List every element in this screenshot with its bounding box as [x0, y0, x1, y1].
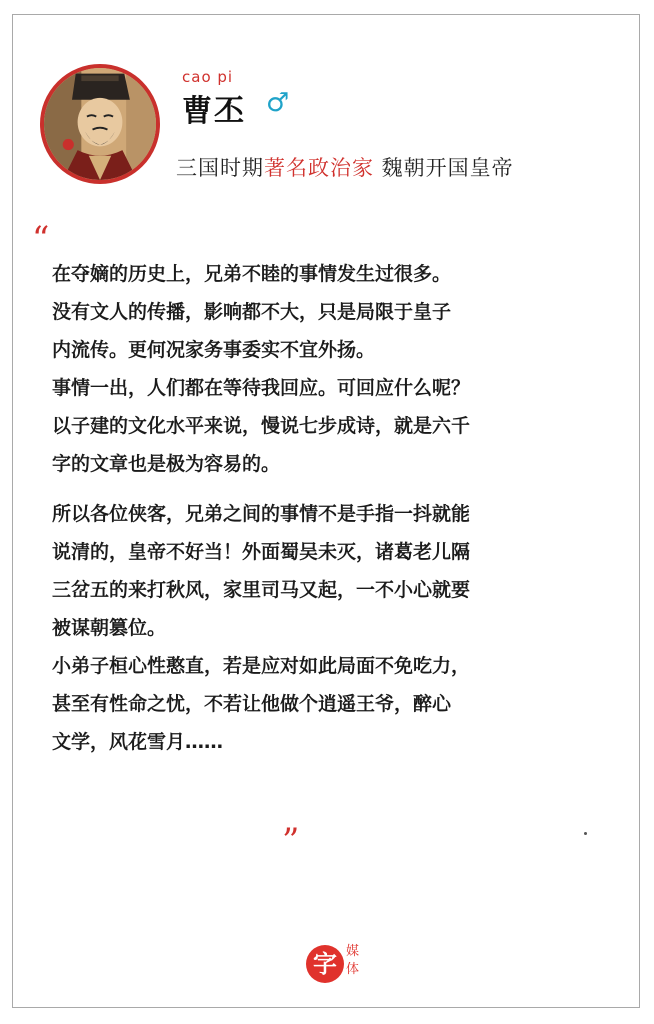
role-text: 魏朝开国皇帝: [374, 156, 514, 180]
open-quote-icon: “: [32, 219, 50, 259]
close-quote-icon: ”: [282, 821, 300, 861]
quote-line: 小弟子桓心性憨直，若是应对如此局面不免吃力，: [52, 655, 471, 677]
name-pinyin: cao pi: [182, 68, 234, 86]
logo-mark: 字: [306, 945, 344, 983]
portrait-icon: [44, 68, 156, 180]
decorative-dot: [584, 832, 587, 835]
brand-logo: [306, 943, 366, 987]
paragraph-gap: [52, 486, 612, 498]
quote-line: 以子建的文化水平来说，慢说七步成诗，就是六千: [52, 415, 471, 437]
quote-line: 文学，风花雪月……: [52, 731, 224, 753]
quote-line: 三岔五的来打秋风，家里司马又起，一不小心就要: [52, 579, 471, 601]
quote-line: 被谋朝篡位。: [52, 617, 167, 639]
quote-line: 在夺嫡的历史上，兄弟不睦的事情发生过很多。: [52, 263, 452, 285]
logo-side-text: [346, 943, 362, 979]
era-text: 三国时期: [176, 156, 264, 180]
quote-line: 事情一出，人们都在等待我回应。可回应什么呢？: [52, 377, 471, 399]
quote-line: 说清的，皇帝不好当！外面蜀吴未灭，诸葛老儿隔: [52, 541, 471, 563]
person-title: [176, 152, 514, 182]
logo-char: 体: [346, 962, 360, 977]
quote-line: 所以各位侠客，兄弟之间的事情不是手指一抖就能: [52, 503, 471, 525]
quote-body: [52, 258, 612, 764]
quote-line: 内流传。更何况家务事委实不宜外扬。: [52, 339, 376, 361]
highlight-title: 著名政治家: [264, 156, 374, 180]
avatar: [40, 64, 160, 184]
quote-line: 甚至有性命之忧，不若让他做个逍遥王爷，醉心: [52, 693, 452, 715]
logo-char: 媒: [346, 944, 360, 959]
quote-line: 没有文人的传播，影响都不大，只是局限于皇子: [52, 301, 452, 323]
person-name: 曹丕: [182, 94, 246, 129]
male-icon: ♂: [266, 88, 290, 118]
quote-line: 字的文章也是极为容易的。: [52, 453, 281, 475]
